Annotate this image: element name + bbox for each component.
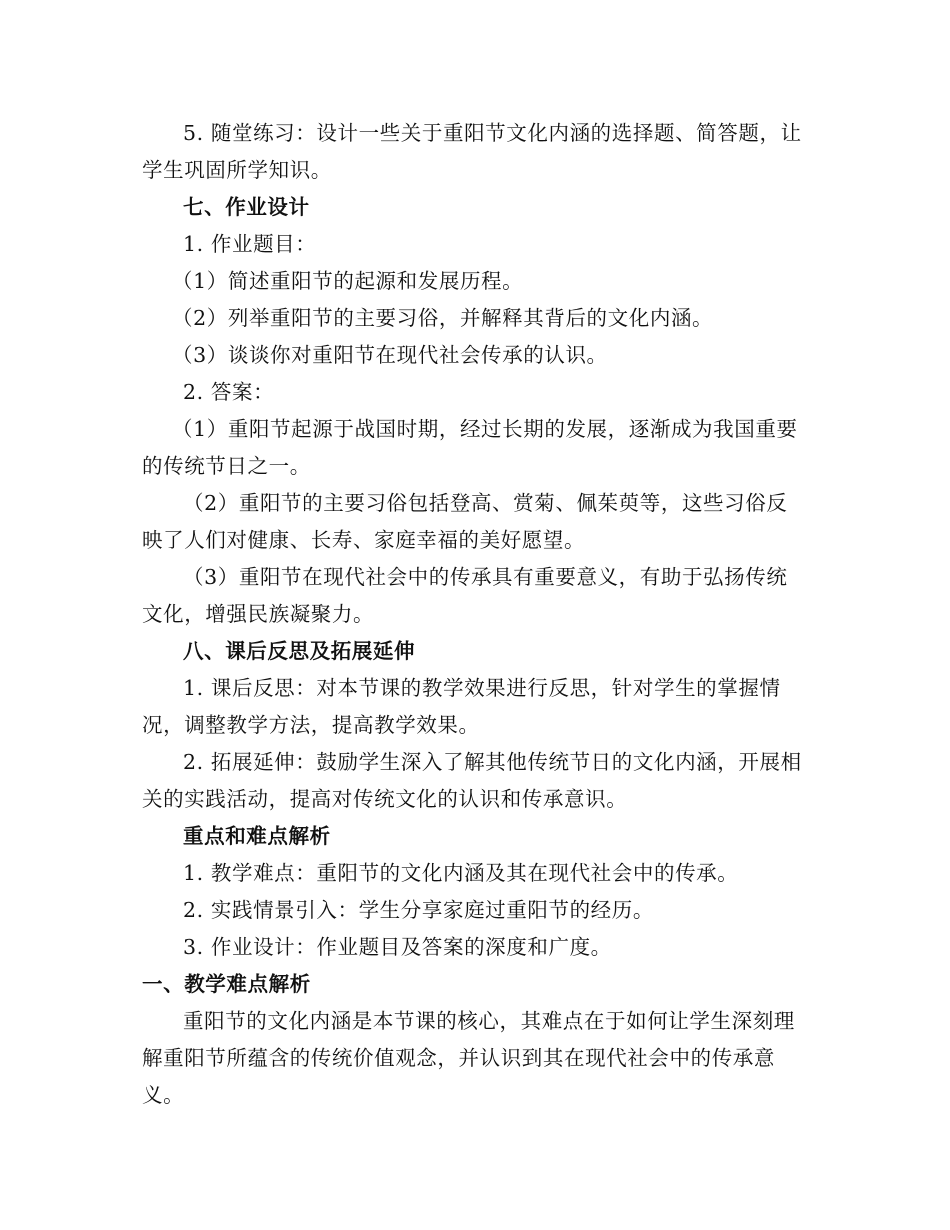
heading-homework: 七、作业设计 [183, 195, 310, 219]
answer-title: 2. 答案： [183, 380, 275, 404]
difficulty-paragraph: 重阳节的文化内涵是本节课的核心，其难点在于如何让学生深刻理解重阳节所蕴含的传统价值观念，并认识到其在现代社会中的传承意义。 [142, 1009, 795, 1107]
question-3: （3）谈谈你对重阳节在现代社会传承的认识。 [172, 343, 608, 367]
question-2: （2）列举重阳节的主要习俗，并解释其背后的文化内涵。 [172, 306, 714, 330]
question-1: （1）简述重阳节的起源和发展历程。 [172, 269, 524, 293]
heading-reflection: 八、课后反思及拓展延伸 [183, 639, 416, 663]
key-point-1: 1. 教学难点：重阳节的文化内涵及其在现代社会中的传承。 [183, 861, 739, 885]
reflection-1: 1. 课后反思：对本节课的教学效果进行反思，针对学生的掌握情况，调整教学方法，提高教学效果。 [142, 676, 781, 737]
homework-title: 1. 作业题目： [183, 232, 317, 256]
reflection-2: 2. 拓展延伸：鼓励学生深入了解其他传统节日的文化内涵，开展相关的实践活动，提高对传统文化的认识和传承意识。 [142, 750, 802, 811]
heading-key-points: 重点和难点解析 [183, 824, 331, 848]
key-point-2: 2. 实践情景引入：学生分享家庭过重阳节的经历。 [183, 898, 654, 922]
heading-difficulty: 一、教学难点解析 [142, 972, 311, 996]
key-point-3: 3. 作业设计：作业题目及答案的深度和广度。 [183, 935, 612, 959]
answer-3: （3）重阳节在现代社会中的传承具有重要意义，有助于弘扬传统文化，增强民族凝聚力。 [142, 565, 788, 626]
answer-2: （2）重阳节的主要习俗包括登高、赏菊、佩茱萸等，这些习俗反映了人们对健康、长寿、家庭幸福的美好愿望。 [142, 491, 788, 552]
paragraph-practice: 5. 随堂练习：设计一些关于重阳节文化内涵的选择题、简答题，让学生巩固所学知识。 [142, 121, 802, 182]
answer-1: （1）重阳节起源于战国时期，经过长期的发展，逐渐成为我国重要的传统节日之一。 [142, 417, 798, 478]
document-body [142, 115, 807, 1114]
